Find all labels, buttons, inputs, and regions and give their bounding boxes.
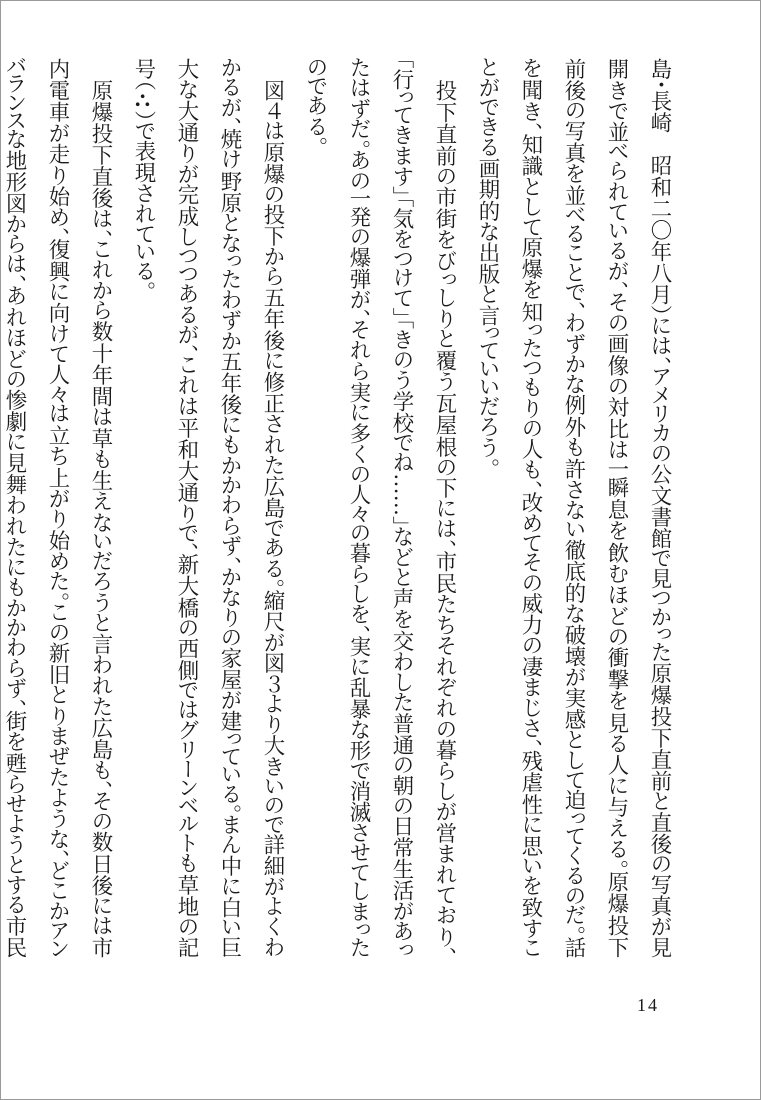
page-number: 14: [637, 995, 659, 1015]
body-text: [0, 58, 681, 958]
paragraph-4: 原爆投下直後は、これから数十年間は草も生えないだろうと言われた広島も、その数日後には市内電車が走り始め、復興に向けて人々は立ち上がり始めた。この新旧とりまぜたような、どこかアンバランスな地形図からは、あれほどの惨劇に見舞われたにもかかわらず、街を甦らせようとする市民: [2, 58, 113, 958]
paragraph-3: 図４は原爆の投下から五年後に修正された広島である。縮尺が図３より大きいので詳細がよくわかるが、焼け野原となったわずか五年後にもかかわらず、かなりの家屋が建っている。まん中に白い巨大な大通りが完成しつつあるが、これは平和大通りで、新大橋の西側ではグリーンベルトも草地の記号（⛬）で表現されている。: [131, 58, 285, 958]
paragraph-1: 島・長崎 昭和二〇年八月）には、アメリカの公文書館で見つかった原爆投下直前と直後の写真が見開きで並べられているが、その画像の対比は一瞬息を飲むほどの衝撃を見る人に与える。原爆投下前後の写真を並べることで、わずかな例外も許さない徹底的な破壊が実感として迫ってくるのだ。話を聞き、知識として原爆を知ったつもりの人も、改めてその威力の凄まじさ、残虐性に思いを致すことができる画期的な出版と言っていいだろう。: [475, 58, 672, 958]
paragraph-2: 投下直前の市街をびっしりと覆う瓦屋根の下には、市民たちそれぞれの暮らしが営まれており、「行ってきます」「気をつけて」「きのう学校でね……」などと声を交わした普通の朝の日常生活があったはずだ。あの一発の爆弾が、それら実に多くの人々の暮らしを、実に乱暴な形で消滅させてしまったのである。: [303, 58, 457, 958]
